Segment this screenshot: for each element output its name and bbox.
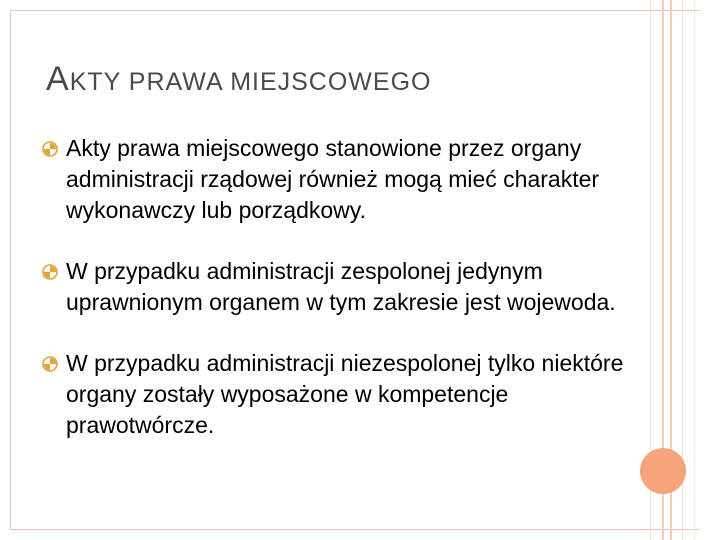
pinwheel-bullet-icon (42, 141, 58, 157)
bullet-text: W przypadku administracji niezespolonej tylko niektóre organy zostały wyposażone w kompetencje prawotwórcze. (66, 350, 624, 438)
bullet-list (42, 133, 642, 471)
circle-ornament (640, 448, 686, 494)
frame-top-line (10, 10, 700, 11)
bullet-item (42, 133, 642, 226)
frame-bottom-line (10, 529, 700, 530)
bullet-item (42, 256, 642, 318)
title-initial: A (46, 60, 70, 98)
bullet-text: W przypadku administracji zespolonej jedynym uprawnionym organem w tym zakresie jest wojewoda. (66, 258, 616, 315)
pinwheel-bullet-icon (42, 356, 58, 372)
bullet-item (42, 348, 642, 441)
slide-title (46, 60, 431, 99)
frame-left-line (10, 10, 11, 530)
strip-line (694, 0, 695, 540)
title-rest: KTY PRAWA MIEJSCOWEGO (69, 68, 432, 96)
bullet-text: Akty prawa miejscowego stanowione przez organy administracji rządowej również mogą mieć charakter wykonawczy lub porządkowy. (66, 135, 600, 223)
pinwheel-bullet-icon (42, 264, 58, 280)
